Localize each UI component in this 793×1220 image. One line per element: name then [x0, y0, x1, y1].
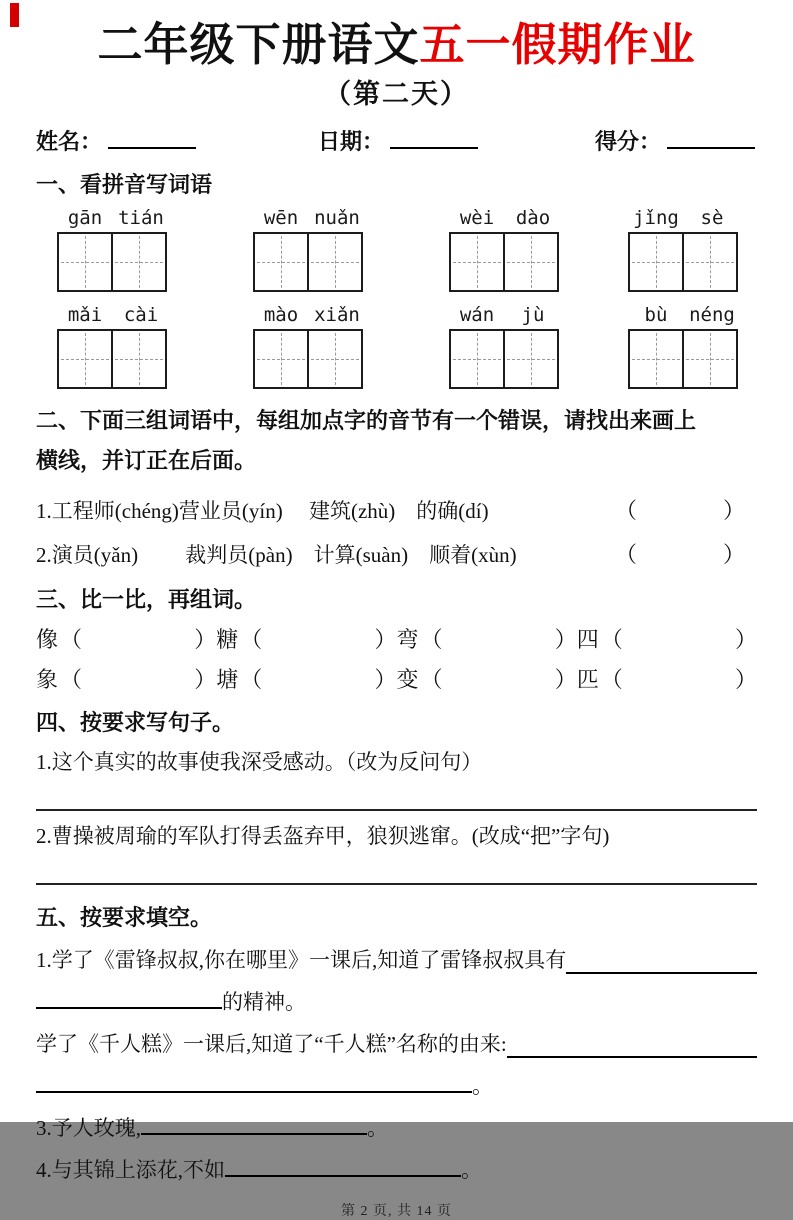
pinyin-word-gantian — [57, 207, 169, 292]
pinyin-grid-row-1 — [36, 207, 757, 292]
writing-box[interactable] — [503, 329, 559, 389]
word-pair-cell — [216, 663, 396, 694]
fill-blank[interactable] — [507, 1028, 757, 1058]
pinyin-syllable: mǎi — [67, 304, 103, 327]
pinyin-word-weidao — [449, 207, 561, 292]
word-pair-cell — [397, 623, 577, 654]
character: 变 — [396, 666, 419, 692]
word-pair-cell — [216, 623, 396, 654]
box-guide-horizontal — [115, 262, 163, 263]
page-number: 第 2 页, 共 14 页 — [341, 1203, 452, 1219]
section3-row-1 — [36, 623, 757, 654]
name-input-line[interactable] — [108, 127, 196, 149]
paren-close: ） — [374, 626, 397, 652]
scan-artifact-mark — [10, 3, 19, 27]
pinyin-syllable: sè — [700, 207, 724, 230]
score-input-line[interactable] — [667, 127, 755, 149]
fill-blank[interactable] — [566, 944, 757, 974]
box-guide-horizontal — [507, 359, 555, 360]
paren-open: （ — [600, 666, 623, 692]
score-label: 得分： — [595, 129, 662, 155]
section4-item-1: 1.这个真实的故事使我深受感动。（改为反问句） — [36, 749, 483, 774]
section2-heading-line1: 二、下面三组词语中，每组加点字的音节有一个错误，请找出来画上 — [36, 408, 697, 434]
fill-text: 的精神。 — [222, 989, 306, 1014]
fill-text: 1.学了《雷锋叔叔,你在哪里》一课后,知道了雷锋叔叔具有 — [36, 947, 567, 972]
writing-box[interactable] — [111, 329, 167, 389]
box-guide-horizontal — [311, 262, 359, 263]
writing-box[interactable] — [449, 329, 505, 389]
box-guide-horizontal — [686, 262, 734, 263]
paren-open: （ — [420, 626, 443, 652]
section4-item-2: 2.曹操被周瑜的军队打得丢盔弃甲，狼狈逃窜。(改成“把”字句) — [36, 823, 610, 848]
section5-item-2-line-2 — [36, 1070, 757, 1100]
pinyin-grid-row-2 — [36, 304, 757, 389]
paren-close: ） — [554, 666, 577, 692]
pinyin-syllable: wēn — [263, 207, 299, 230]
paren-open: （ — [614, 541, 637, 567]
section5-item-4 — [36, 1154, 757, 1184]
paren-open: （ — [614, 497, 637, 523]
answer-parens[interactable] — [615, 494, 745, 525]
answer-gap[interactable] — [637, 538, 723, 569]
writing-box[interactable] — [57, 329, 113, 389]
pinyin-word-buneng — [628, 304, 740, 389]
section2-heading-line2: 横线，并订正在后面。 — [36, 447, 257, 473]
character: 糖 — [216, 626, 239, 652]
date-label: 日期： — [318, 129, 385, 155]
paren-close: ） — [374, 666, 397, 692]
paren-close: ） — [722, 497, 745, 523]
box-guide-horizontal — [115, 359, 163, 360]
pinyin-syllable: cài — [123, 304, 159, 327]
fill-blank[interactable] — [36, 1071, 472, 1093]
writing-box[interactable] — [449, 232, 505, 292]
box-guide-horizontal — [257, 262, 305, 263]
paren-open: （ — [240, 666, 263, 692]
paren-open: （ — [420, 666, 443, 692]
section3-heading: 三、比一比，再组词。 — [36, 586, 257, 612]
box-guide-horizontal — [632, 359, 680, 360]
title-black-part: 二年级下册语文 — [97, 20, 420, 70]
exercise-text: 2.演员(yǎn) 裁判员(pàn) 计算(suàn) 顺着(xùn) — [36, 542, 517, 567]
section5-item-3 — [36, 1112, 757, 1142]
fill-blank[interactable] — [141, 1113, 367, 1135]
word-pair-cell — [397, 663, 577, 694]
character: 塘 — [216, 666, 239, 692]
pinyin-syllable: gān — [67, 207, 103, 230]
section4-heading: 四、按要求写句子。 — [36, 709, 235, 735]
page-title — [36, 20, 757, 70]
meta-row — [36, 125, 757, 156]
box-guide-horizontal — [453, 262, 501, 263]
writing-box[interactable] — [682, 232, 738, 292]
pinyin-syllable: tián — [118, 207, 164, 230]
paren-close: ） — [734, 666, 757, 692]
writing-box[interactable] — [682, 329, 738, 389]
pinyin-syllable: dào — [515, 207, 551, 230]
paren-open: （ — [60, 626, 83, 652]
box-guide-horizontal — [257, 359, 305, 360]
paren-close: ） — [194, 626, 217, 652]
word-pair-cell — [577, 623, 757, 654]
pinyin-syllable: wán — [459, 304, 495, 327]
box-guide-horizontal — [453, 359, 501, 360]
writing-box[interactable] — [57, 232, 113, 292]
writing-box[interactable] — [253, 329, 309, 389]
answer-line[interactable] — [36, 850, 757, 885]
section5-item-1-line-2 — [36, 986, 757, 1016]
section5-heading: 五、按要求填空。 — [36, 904, 213, 930]
character: 匹 — [576, 666, 599, 692]
box-guide-horizontal — [632, 262, 680, 263]
fill-text: 4.与其锦上添花,不如 — [36, 1157, 225, 1182]
pinyin-syllable: nuǎn — [314, 207, 360, 230]
date-input-line[interactable] — [390, 127, 478, 149]
character: 弯 — [396, 626, 419, 652]
answer-line[interactable] — [36, 776, 757, 811]
section2-item-2 — [36, 538, 757, 569]
character: 象 — [36, 666, 59, 692]
pinyin-word-wanju — [449, 304, 561, 389]
character: 像 — [36, 626, 59, 652]
paren-close: ） — [194, 666, 217, 692]
pinyin-word-maoxian — [253, 304, 365, 389]
pinyin-syllable: mào — [263, 304, 299, 327]
section2-item-1 — [36, 494, 757, 525]
box-guide-horizontal — [61, 359, 109, 360]
writing-box[interactable] — [503, 232, 559, 292]
writing-box[interactable] — [111, 232, 167, 292]
pinyin-syllable: jù — [521, 304, 545, 327]
fill-blank[interactable] — [225, 1155, 461, 1177]
pinyin-syllable: bù — [644, 304, 668, 327]
section5-item-2-line-1 — [36, 1028, 757, 1058]
paren-close: ） — [734, 626, 757, 652]
paren-close: ） — [722, 541, 745, 567]
fill-text: 3.予人玫瑰, — [36, 1115, 141, 1140]
box-guide-horizontal — [507, 262, 555, 263]
title-red-part: 五一假期作业 — [419, 20, 696, 70]
word-pair-cell — [36, 663, 216, 694]
box-guide-horizontal — [311, 359, 359, 360]
writing-box[interactable] — [628, 232, 684, 292]
character: 四 — [576, 626, 599, 652]
paren-open: （ — [600, 626, 623, 652]
fill-text: 。 — [472, 1073, 493, 1098]
pinyin-word-wennuan — [253, 207, 365, 292]
fill-text: 学了《千人糕》一课后,知道了“千人糕”名称的由来: — [36, 1031, 507, 1056]
name-label: 姓名： — [36, 129, 103, 155]
word-pair-cell — [36, 623, 216, 654]
date-field-group — [318, 125, 595, 156]
pinyin-syllable: néng — [689, 304, 735, 327]
name-field-group — [36, 125, 318, 156]
answer-parens[interactable] — [615, 538, 745, 569]
exercise-text: 1.工程师(chéng)营业员(yín) 建筑(zhù) 的确(dí) — [36, 498, 489, 523]
page-subtitle: （第二天） — [324, 79, 469, 110]
pinyin-syllable: jǐng — [633, 207, 679, 230]
fill-blank[interactable] — [36, 987, 222, 1009]
word-pair-cell — [577, 663, 757, 694]
paren-open: （ — [60, 666, 83, 692]
pinyin-syllable: xiǎn — [314, 304, 360, 327]
pinyin-word-maicai — [57, 304, 169, 389]
paren-close: ） — [554, 626, 577, 652]
answer-gap[interactable] — [637, 494, 723, 525]
writing-box[interactable] — [253, 232, 309, 292]
writing-box[interactable] — [307, 232, 363, 292]
writing-box[interactable] — [307, 329, 363, 389]
fill-text: 。 — [461, 1157, 482, 1182]
fill-text: 。 — [367, 1115, 388, 1140]
section1-heading: 一、看拼音写词语 — [36, 172, 213, 198]
paren-open: （ — [240, 626, 263, 652]
section5-item-1-line-1 — [36, 944, 757, 974]
pinyin-word-jingse — [628, 207, 740, 292]
writing-box[interactable] — [628, 329, 684, 389]
pinyin-syllable: wèi — [459, 207, 495, 230]
section2-heading — [36, 401, 757, 480]
section3-row-2 — [36, 663, 757, 694]
box-guide-horizontal — [61, 262, 109, 263]
box-guide-horizontal — [686, 359, 734, 360]
score-field-group — [595, 125, 757, 156]
